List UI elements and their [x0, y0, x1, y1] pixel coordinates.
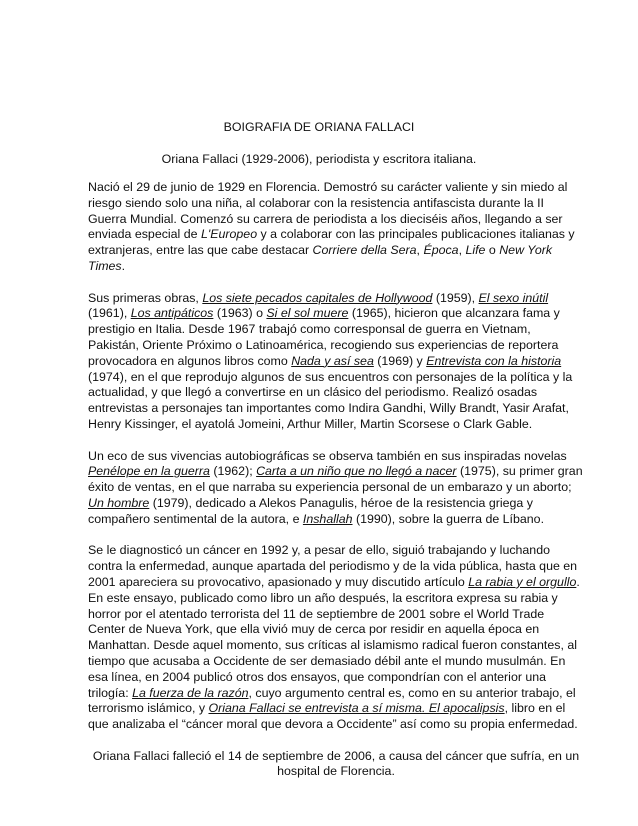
text-run: , libro en el que analizaba el “cáncer moral que devora a Occidente” así como su propia enfermedad. [88, 701, 578, 732]
text-run: (1974), en el que reprodujo algunos de sus encuentros con personajes de la política y la actualidad, y que llegó a convertirse en un clásico del periodismo. Realizó osadas entrevistas a personajes tan importantes como Indira Gandhi, Willy Brandt, Yasir Arafat, Henry Kissinger, el ayatolá Jomeini, Arthur Miller, Martin Scorsese o Clark Gable. [88, 369, 573, 431]
text-run: o [485, 243, 500, 258]
paragraph-early-works [88, 291, 584, 433]
publication-title: Época [423, 243, 459, 258]
book-title: Inshallah [302, 511, 353, 526]
book-title: Los siete pecados capitales de Hollywood [202, 290, 433, 305]
text-run: y a colaborar con las principales publicaciones italianas y extranjeras, entre las que cabe destacar [88, 227, 575, 258]
publication-title: New York Times [88, 243, 553, 273]
text-run: , [416, 243, 424, 258]
text-run: Nació el 29 de junio de 1929 en Florencia. Demostró su carácter valiente y sin miedo al riesgo siendo solo una niña, al colaborar con la resistencia antifascista durante la II Guerra Mundial. Comenzó su carrera de periodista a los dieciséis años, llegando a ser enviada especial de [88, 180, 568, 242]
paragraph-early-life [88, 180, 584, 275]
document-title: BOIGRAFIA DE ORIANA FALLACI [223, 120, 415, 134]
text-run: Sus primeras obras, [88, 290, 203, 305]
text-run: (1979), dedicado a Alekos Panagulis, héroe de la resistencia griega y compañero sentimental de la autora, e [88, 495, 533, 526]
text-run: (1990), sobre la guerra de Líbano. [352, 511, 545, 526]
paragraph-novels [88, 449, 584, 528]
publication-title: L'Europeo [200, 227, 258, 242]
text-run: . [121, 258, 126, 273]
text-run: (1963) o [213, 306, 267, 321]
text-run: , [458, 243, 466, 258]
paragraph-later-life [88, 543, 584, 733]
text-run: (1969) y [373, 353, 427, 368]
text-run: (1962); [209, 464, 257, 479]
book-title: Oriana Fallaci se entrevista a sí misma. El apocalipsis [208, 701, 505, 716]
book-title: La fuerza de la razón [132, 685, 249, 700]
text-run: , cuyo argumento central es, como en su anterior trabajo, el terrorismo islámico, y [88, 685, 576, 716]
document-subtitle: Oriana Fallaci (1929-2006), periodista y escritora italiana. [161, 152, 477, 166]
book-title: Si el sol muere [266, 306, 349, 321]
book-title: El sexo inútil [478, 290, 549, 305]
publication-title: Corriere della Sera [312, 243, 417, 258]
book-title: La rabia y el orgullo [468, 574, 577, 589]
book-title: Los antipáticos [130, 306, 214, 321]
text-run: (1965), hicieron que alcanzara fama y prestigio en Italia. Desde 1967 trabajó como corresponsal de guerra en Vietnam, Pakistán, Oriente Próximo o Latinoamérica, recogiendo sus experiencias de reportera provocadora en algunos libros como [88, 306, 560, 368]
text-run: (1961), [88, 306, 131, 321]
publication-title: Life [465, 243, 486, 258]
text-run: (1975), su primer gran éxito de ventas, en el que narraba su experiencia personal de un embarazo y un aborto; [88, 464, 583, 495]
document-body [88, 180, 584, 796]
book-title: Carta a un niño que no llegó a nacer [256, 464, 457, 479]
book-title: Entrevista con la historia [426, 353, 562, 368]
text-run: Un eco de sus vivencias autobiográficas se observa también en sus inspiradas novelas [88, 448, 567, 463]
book-title: Penélope en la guerra [88, 464, 210, 479]
text-run: Se le diagnosticó un cáncer en 1992 y, a pesar de ello, siguió trabajando y luchando contra la enfermedad, aunque apartada del periodismo y de la vida pública, hasta que en 2001 apareciera su provocativo, apasionado y muy discutido artículo [88, 543, 578, 589]
text-run: . En este ensayo, publicado como libro un año después, la escritora expresa su rabia y horror por el atentado terrorista del 11 de septiembre de 2001 sobre el World Trade Center de Nueva York, que ella vivió muy de cerca por residir en aquella época en Manhattan. Desde aquel momento, sus críticas al islamismo radical fueron constantes, al tiempo que acusaba a Occidente de ser demasiado débil ante el mundo musulmán. En esa línea, en 2004 publicó otros dos ensayos, que compondrían con el anterior una trilogía: [88, 574, 580, 700]
book-title: Un hombre [88, 495, 150, 510]
text-run: (1959), [432, 290, 479, 305]
book-title: Nada y así sea [291, 353, 374, 368]
paragraph-death: Oriana Fallaci falleció el 14 de septiembre de 2006, a causa del cáncer que sufría, en un hospital de Florencia. [92, 748, 580, 779]
